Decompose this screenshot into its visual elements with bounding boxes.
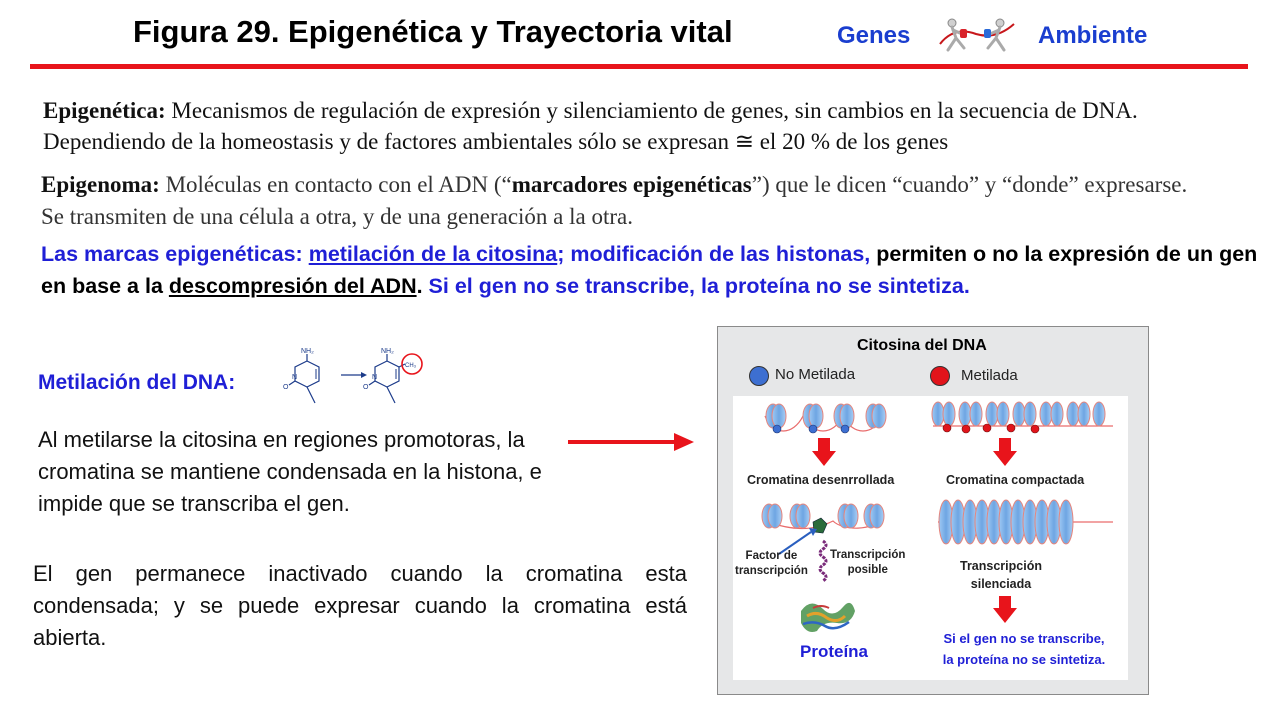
metilacion-heading: Metilación del DNA: bbox=[38, 371, 236, 394]
factor-label bbox=[735, 549, 808, 579]
marcas-c: permiten o no la expresión de un gen en base a la bbox=[41, 242, 1258, 298]
page-title: Figura 29. Epigenética y Trayectoria vital bbox=[133, 14, 733, 49]
panel-title: Citosina del DNA bbox=[857, 337, 987, 354]
open-chromatin bbox=[765, 404, 886, 433]
compact-chromatin-top bbox=[932, 402, 1113, 433]
epigenoma-term: Epigenoma: bbox=[41, 172, 160, 197]
epigenoma-text-a: Moléculas en contacto con el ADN (“ bbox=[159, 172, 512, 197]
marcas-a: Las marcas epigenéticas: bbox=[41, 242, 309, 266]
o-label-right: O bbox=[363, 384, 369, 391]
genes-label: Genes bbox=[837, 22, 911, 49]
epigenoma-text-b: ”) que le dicen “cuando” y “donde” expresarse. Se transmiten de una célula a otra, y de una generación a la otra. bbox=[41, 172, 1188, 229]
legend-methylated: Metilada bbox=[961, 367, 1018, 384]
marcas-e: Si el gen no se transcribe, la proteína no se sintetiza. bbox=[422, 274, 970, 298]
ch3-label: CH₃ bbox=[405, 363, 417, 369]
factor-line1: Factor de bbox=[745, 550, 798, 562]
marcas-d: . bbox=[416, 274, 423, 298]
epigenetica-term: Epigenética: bbox=[43, 98, 166, 123]
nh2-label-right: NH₂ bbox=[381, 348, 394, 355]
epigenetica-paragraph bbox=[43, 95, 1248, 157]
down-arrow-icon bbox=[993, 438, 1017, 466]
cromatina-compactada-label: Cromatina compactada bbox=[946, 473, 1085, 487]
epigenetica-text: Mecanismos de regulación de expresión y silenciamiento de genes, sin cambios en la secuencia de DNA. Dependiendo de la homeostasis y de factores ambientales sólo se expresan ≅ el 20 % de los genes bbox=[43, 98, 1138, 154]
methylated-dot-icon bbox=[930, 366, 950, 386]
header-divider bbox=[30, 64, 1248, 69]
condensed-chromatin bbox=[938, 500, 1113, 544]
ambiente-label: Ambiente bbox=[1038, 22, 1148, 49]
gen-body: El gen permanece inactivado cuando la cromatina esta condensada; y se puede expresar cuando la cromatina está abierta. bbox=[33, 561, 687, 650]
marcas-paragraph bbox=[41, 238, 1266, 302]
o-label-left: O bbox=[283, 384, 289, 391]
proteina-label: Proteína bbox=[800, 642, 869, 661]
trans-pos-line2: posible bbox=[847, 564, 888, 576]
transcripcion-silenciada-label bbox=[960, 557, 1042, 593]
cytosine-methylation-diagram bbox=[285, 343, 445, 420]
nh2-label-left: NH₂ bbox=[301, 348, 314, 355]
marcas-descomp: descompresión del ADN bbox=[168, 274, 417, 298]
metilacion-body: Al metilarse la citosina en regiones promotoras, la cromatina se mantiene condensada en la histona, e impide que se transcriba el gen. bbox=[38, 427, 542, 516]
epigenoma-paragraph bbox=[41, 169, 1211, 233]
legend-unmethylated: No Metilada bbox=[775, 366, 856, 383]
red-arrow-icon bbox=[568, 430, 696, 459]
trans-sil-line2: silenciada bbox=[970, 577, 1032, 591]
protein-icon bbox=[801, 603, 855, 632]
trans-sil-line1: Transcripción bbox=[960, 559, 1042, 573]
tug-of-war-icon bbox=[934, 14, 1018, 59]
no-prot-line1: Si el gen no se transcribe, bbox=[943, 631, 1105, 646]
down-arrow-icon bbox=[812, 438, 836, 466]
no-prot-line2: la proteína no se sintetiza. bbox=[942, 652, 1106, 667]
factor-line2: transcripción bbox=[735, 565, 808, 577]
n-label-left: N bbox=[292, 374, 298, 381]
cromatina-desenrrollada-label: Cromatina desenrrollada bbox=[747, 473, 895, 487]
down-arrow-icon bbox=[993, 596, 1017, 623]
n-label-right: N bbox=[372, 374, 378, 381]
no-protein-label bbox=[924, 628, 1124, 670]
marcas-b: ; modificación de las histonas, bbox=[557, 242, 871, 266]
unmethylated-dot-icon bbox=[749, 366, 769, 386]
epigenoma-bold: marcadores epigenéticas bbox=[511, 172, 752, 197]
marcas-metil: metilación de la citosina bbox=[308, 242, 558, 266]
transcripcion-posible-label bbox=[830, 548, 905, 578]
trans-pos-line1: Transcripción bbox=[830, 549, 906, 561]
